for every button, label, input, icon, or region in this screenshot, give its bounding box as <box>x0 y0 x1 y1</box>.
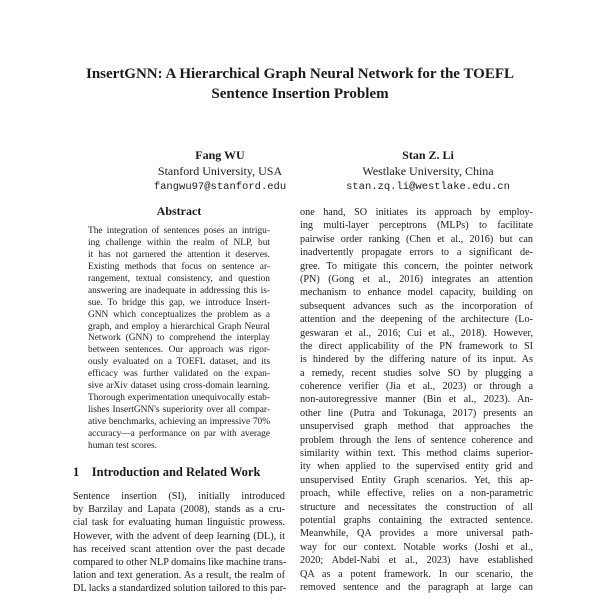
author-name: Stan Z. Li <box>402 148 454 162</box>
text-line: is hindered by the differing nature of its input. As <box>300 354 533 366</box>
text-line: structure and necessitates the construction of all <box>300 501 533 513</box>
section-number: 1 <box>73 465 80 479</box>
text-line: sue. To bridge this gap, we introduce Insert- <box>88 297 270 308</box>
text-line: way for our context. Notable works (Joshi et al., <box>300 541 533 553</box>
text-line: DL lacks a standardized solution tailored to this par- <box>73 583 287 595</box>
text-line: pairwise order ranking (Chen et al., 2016) but can <box>300 233 533 245</box>
text-line: other line (Putra and Tokunaga, 2017) presents an <box>300 407 533 419</box>
paper-title-line-2: Sentence Insertion Problem <box>211 86 389 102</box>
text-line: GNN which conceptualizes the problem as a <box>88 309 270 320</box>
author-affiliation: Stanford University, USA <box>157 164 283 178</box>
right-column-body <box>300 206 533 594</box>
text-line: one hand, SO initiates its approach by employ- <box>300 207 533 218</box>
text-line: problem through the lens of sentence coherence and <box>300 434 533 446</box>
text-line: between sentences. Our approach was rigor- <box>88 345 270 356</box>
text-line: efficacy was further validated on the expan- <box>88 369 270 380</box>
text-line: by Barzilay and Lapata (2008), stands as a cru- <box>73 504 285 516</box>
text-line: attention and the deepening of the architecture (Lo- <box>300 314 533 326</box>
text-line: proach, while effective, relies on a non-parametric <box>300 488 533 500</box>
text-line: The integration of sentences poses an intrigu- <box>88 226 270 236</box>
text-line: has received scant attention over the past decade <box>73 543 285 555</box>
text-line: accuracy—a performance on par with average <box>88 428 270 439</box>
abstract-heading: Abstract <box>156 204 202 218</box>
text-line: unsupervised Entity Graph scenarios. Yet, this ap- <box>300 474 533 486</box>
text-line: mechanism to enhance model capacity, building on <box>300 287 533 299</box>
text-line: non-autoregressive manner (Bin et al., 2023). An- <box>300 394 533 406</box>
author-email: fangwu97@stanford.edu <box>153 181 287 193</box>
text-line: a remedy, recent studies solve SO by plugging a <box>300 367 533 379</box>
text-line: coherence verifier (Jia et al., 2023) or through a <box>300 381 533 393</box>
text-line: lation and text generation. As a result, the realm of <box>73 570 285 582</box>
text-line: Thorough experimentation unequivocally estab- <box>88 393 270 404</box>
text-line: gree. To mitigate this concern, the pointer network <box>300 260 533 272</box>
text-line: inadvertently propagate errors to a significant de- <box>300 247 533 259</box>
section-title: Introduction and Related Work <box>91 465 261 479</box>
text-line: geswaran et al., 2016; Cui et al., 2018). However, <box>300 327 533 339</box>
text-line: Sentence insertion (SI), initially introduced <box>73 491 285 502</box>
text-line: ity when applied to the supervised entity grid and <box>300 461 533 473</box>
text-line: graph, and employ a hierarchical Graph Neural <box>88 321 270 332</box>
text-line: rangement, textual consistency, and question <box>88 273 270 284</box>
author-affiliation: Westlake University, China <box>362 164 494 178</box>
text-line: sive arXiv dataset using cross-domain learning. <box>88 381 270 392</box>
text-line: Existing methods that focus on sentence ar- <box>88 261 270 272</box>
text-line: similarity within text. This method claims superior- <box>300 448 533 460</box>
left-column-body <box>73 490 285 596</box>
text-line: cial task for evaluating human linguistic prowess. <box>73 517 285 529</box>
text-line: Meanwhile, QA provides a more universal path- <box>300 528 533 540</box>
text-line: human test scores. <box>88 440 157 451</box>
text-line: subsequent advances such as the incorporation of <box>300 300 533 312</box>
text-line: However, with the advent of deep learning (DL), it <box>73 530 285 542</box>
text-line: removed sentence and the paragraph at large can <box>300 581 533 593</box>
text-line: ing multi-layer perceptrons (MLPs) to facilitate <box>300 220 533 232</box>
paper-title-line-1: InsertGNN: A Hierarchical Graph Neural Network for the TOEFL <box>85 66 515 82</box>
text-line: 2020; Abdel-Nabi et al., 2023) have established <box>300 555 533 567</box>
author-1 <box>120 147 320 195</box>
text-line: compared to other NLP domains like machine trans- <box>73 556 287 568</box>
text-line: ing challenge within the realm of NLP, but <box>88 237 270 248</box>
text-line: lishes InsertGNN's superiority over all compar- <box>88 405 270 416</box>
section-heading <box>73 465 260 480</box>
author-email: stan.zq.li@westlake.edu.cn <box>346 181 510 193</box>
abstract-text <box>88 226 270 453</box>
text-line: Network (GNN) to comprehend the interplay <box>88 333 270 344</box>
text-line: answering are inadequate in addressing this is- <box>88 285 270 296</box>
author-2 <box>328 147 528 195</box>
text-line: QA as a potent framework. In our scenario, the <box>300 568 533 580</box>
text-line: it has not garnered the attention it deserves. <box>88 249 270 260</box>
text-line: potential graphs containing the extracted sentence. <box>300 514 533 526</box>
text-line: the direct applicability of the PN framework to SI <box>300 340 533 352</box>
text-line: (PN) (Gong et al., 2016) integrates an attention <box>300 273 533 285</box>
author-name: Fang WU <box>195 148 245 162</box>
text-line: unsupervised graph method that approaches the <box>300 421 533 433</box>
text-line: ative benchmarks, achieving an impressive 70% <box>88 417 270 427</box>
text-line: ously evaluated on a TOEFL dataset, and its <box>88 357 270 368</box>
